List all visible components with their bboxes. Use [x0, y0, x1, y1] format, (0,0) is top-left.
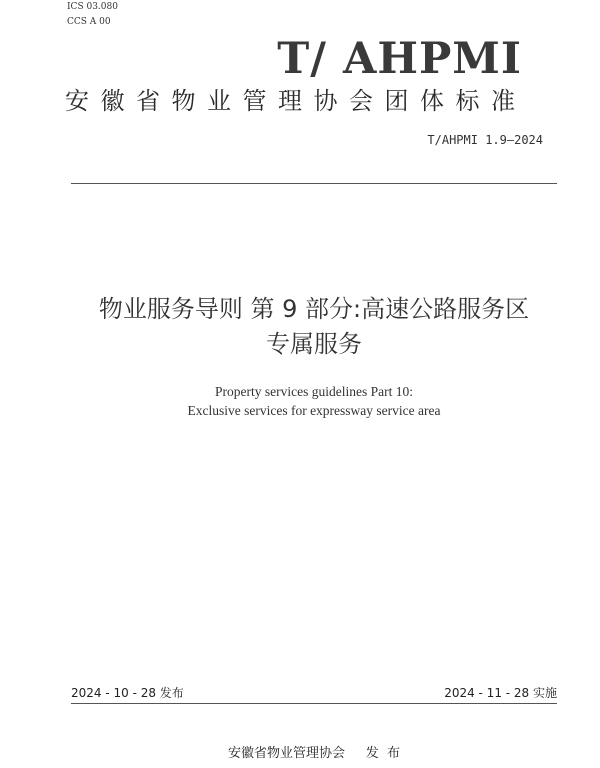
- standard-logo: T/ AHPMI: [277, 34, 522, 84]
- classification-codes: [67, 0, 118, 30]
- implementation-date: 2024 - 11 - 28 实施: [444, 686, 557, 700]
- chinese-title-line-2: 专属服务: [266, 330, 362, 358]
- publish-date: 2024 - 10 - 28 发布: [71, 686, 184, 700]
- chinese-title-line-1: 物业服务导则 第 9 部分:高速公路服务区: [98, 295, 530, 323]
- document-number: T/AHPMI 1.9—2024: [427, 133, 543, 147]
- organization-standard-heading: 安徽省物业管理协会团体标准: [65, 87, 527, 115]
- ccs-code: CCS A 00: [67, 17, 111, 27]
- english-title: [40, 382, 588, 420]
- issuing-organization: 安徽省物业管理协会 发 布: [228, 746, 400, 761]
- english-title-line-1: Property services guidelines Part 10:: [215, 384, 413, 399]
- english-title-line-2: Exclusive services for expressway service area: [187, 403, 441, 418]
- chinese-title: [40, 292, 588, 362]
- top-divider: [71, 183, 557, 184]
- bottom-divider: [71, 703, 557, 704]
- ics-code: ICS 03.080: [67, 2, 118, 12]
